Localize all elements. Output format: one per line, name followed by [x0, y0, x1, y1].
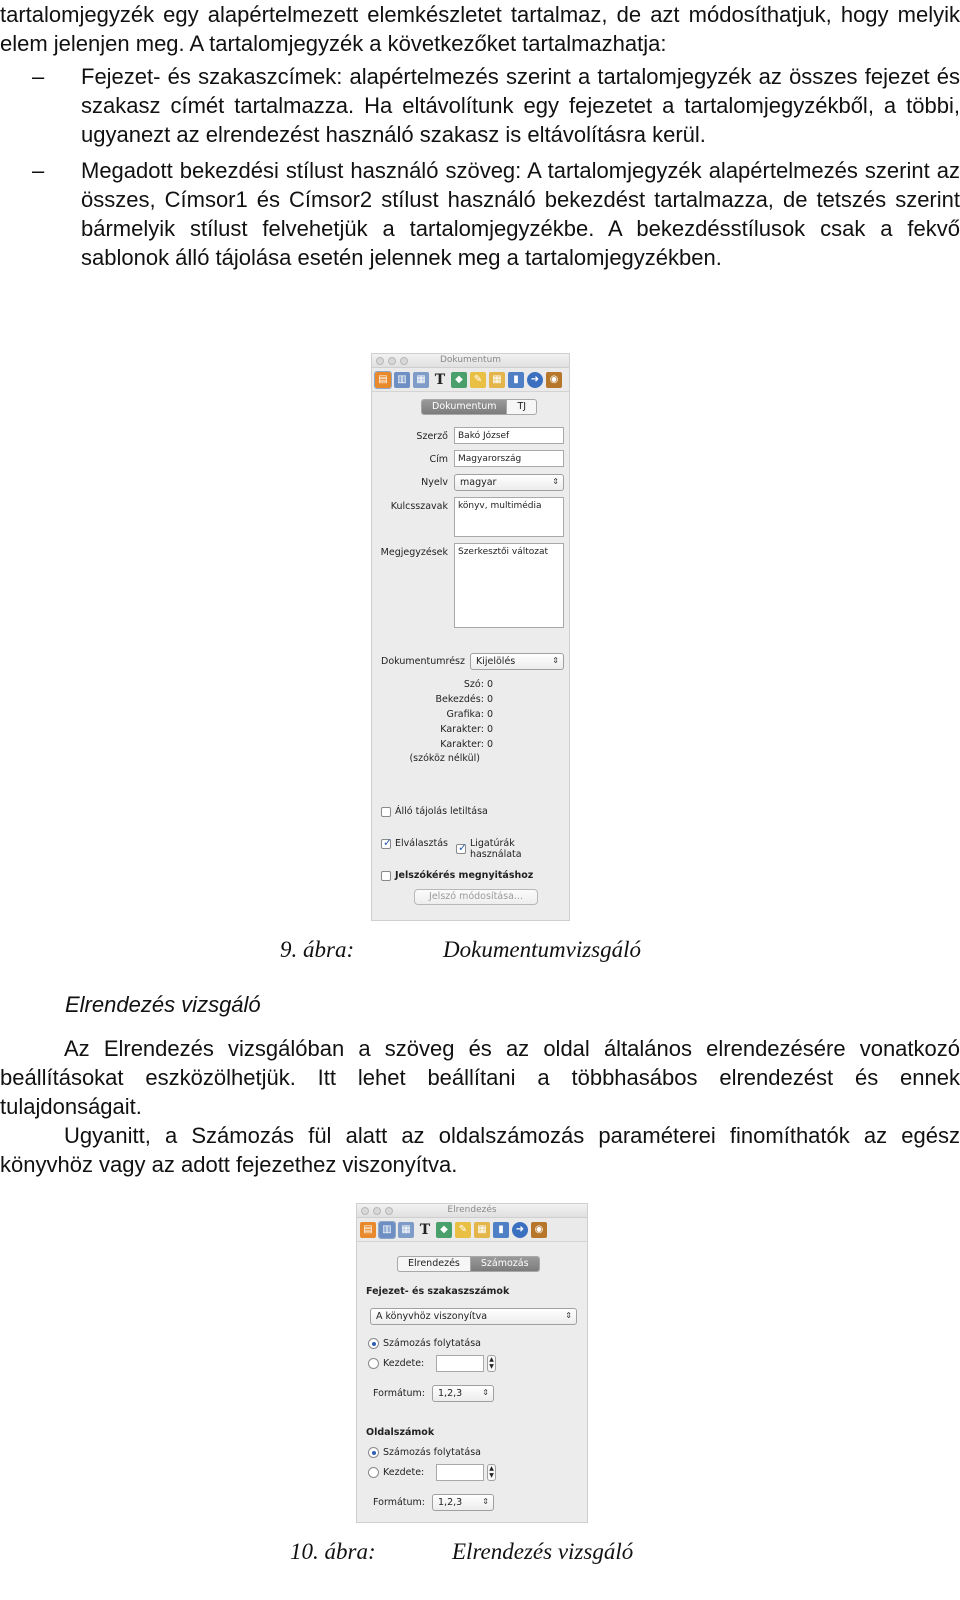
tab-dokumentum[interactable]: Dokumentum: [422, 400, 507, 414]
keywords-field[interactable]: könyv, multimédia: [454, 497, 564, 537]
keywords-label: Kulcsszavak: [390, 501, 448, 512]
table-icon[interactable]: ▦: [489, 372, 505, 388]
document-inspector: [371, 353, 570, 921]
page-format-select[interactable]: 1,2,3 ⇕: [432, 1494, 494, 1511]
chapter-format-label: Formátum:: [373, 1388, 425, 1399]
author-field[interactable]: Bakó József: [454, 427, 564, 444]
language-value: magyar: [460, 477, 497, 488]
window-title: Dokumentum: [439, 355, 502, 365]
text-icon[interactable]: T: [434, 371, 446, 388]
figure10-caption-number: 10. ábra:: [290, 1539, 376, 1564]
radio-button[interactable]: [368, 1338, 379, 1349]
tab-elrendezes[interactable]: Elrendezés: [398, 1257, 471, 1271]
graphic-icon[interactable]: ◆: [436, 1222, 452, 1238]
figure9-caption-title: Dokumentumvizsgáló: [443, 937, 642, 962]
link-icon[interactable]: ➜: [527, 372, 543, 388]
layout-inspector: [356, 1203, 588, 1523]
title-field[interactable]: Magyarország: [454, 450, 564, 467]
tab-tj[interactable]: TJ: [517, 401, 527, 412]
qt-icon[interactable]: ◉: [546, 372, 562, 388]
char-count: Karakter: 0: [440, 724, 493, 735]
comments-field[interactable]: Szerkesztői változat: [454, 543, 564, 628]
password-checkbox[interactable]: Jelszókérés megnyitáshoz: [381, 870, 533, 881]
page-format-label: Formátum:: [373, 1497, 425, 1508]
radio-button[interactable]: [368, 1467, 379, 1478]
section-paragraph-2: Ugyanitt, a Számozás fül alatt az oldalszámozás paraméterei finomíthatók az egész könyvhöz vagy az adott fejezethez viszonyítva.: [0, 1123, 960, 1177]
window-titlebar: [372, 354, 569, 368]
word-count: Szó: 0: [463, 679, 493, 690]
chapter-format-select[interactable]: 1,2,3 ⇕: [432, 1385, 494, 1402]
char-count-nospace: Karakter: 0: [440, 739, 493, 750]
radio-button[interactable]: [368, 1358, 379, 1369]
page-start-stepper[interactable]: ▲ ▼: [487, 1464, 496, 1481]
chevron-updown-icon: ⇕: [482, 1497, 489, 1506]
chapter-start-field[interactable]: [436, 1355, 484, 1372]
ligatures-checkbox[interactable]: ✓ Ligatúrák használata: [456, 838, 569, 860]
comments-label: Megjegyzések: [380, 547, 448, 558]
radio-button[interactable]: [368, 1447, 379, 1458]
checkbox-box[interactable]: [381, 871, 391, 881]
chapters-select-value: A könyvhöz viszonyítva: [376, 1311, 488, 1322]
chapters-select[interactable]: [370, 1308, 577, 1325]
range-label: Dokumentumrész: [381, 656, 465, 667]
pages-heading: Oldalszámok: [366, 1427, 435, 1438]
chevron-updown-icon: ⇕: [552, 477, 559, 486]
checkbox-box[interactable]: [381, 839, 391, 849]
window-titlebar: [357, 1204, 587, 1218]
metrics-icon[interactable]: ✎: [455, 1222, 471, 1238]
range-value: Kijelölés: [476, 656, 516, 667]
graphic-icon[interactable]: ◆: [451, 372, 467, 388]
layout-icon[interactable]: ▥: [394, 372, 410, 388]
language-label: Nyelv: [421, 477, 448, 488]
document-icon[interactable]: ▤: [360, 1222, 376, 1238]
link-icon[interactable]: ➜: [512, 1222, 528, 1238]
window-title: Elrendezés: [447, 1205, 497, 1215]
bullet-marker: –: [32, 158, 45, 183]
text-icon[interactable]: T: [419, 1221, 431, 1238]
checkbox-box[interactable]: [381, 807, 391, 817]
chart-icon[interactable]: ▮: [493, 1222, 509, 1238]
change-password-button[interactable]: Jelszó módosítása...: [414, 889, 538, 905]
author-label: Szerző: [416, 431, 448, 442]
hyphenation-checkbox[interactable]: ✓ Elválasztás: [381, 838, 448, 849]
section-title: Elrendezés vizsgáló: [65, 992, 261, 1017]
bullet-list: [0, 62, 960, 272]
table-icon[interactable]: ▦: [474, 1222, 490, 1238]
list-item-text: Fejezet- és szakaszcímek: alapértelmezés szerint a tartalomjegyzék az összes fejezet és szakasz címét tartalmazza. Ha eltávolítunk egy fejezetet a tartalomjegyzékből, a többi, ugyanezt az elrendezést használó szakasz is eltávolításra kerül.: [81, 64, 960, 147]
graphic-count: Grafika: 0: [446, 709, 493, 720]
wrap-icon[interactable]: ▦: [398, 1222, 414, 1238]
language-select[interactable]: [454, 474, 564, 491]
qt-icon[interactable]: ◉: [531, 1222, 547, 1238]
chapters-heading: Fejezet- és szakaszszámok: [366, 1286, 510, 1297]
inspector-toolbar: [372, 368, 569, 392]
stats-note: (szóköz nélkül): [409, 753, 480, 764]
paragraph-count: Bekezdés: 0: [435, 694, 493, 705]
chapter-start-stepper[interactable]: ▲ ▼: [487, 1355, 496, 1372]
figure10-caption-title: Elrendezés vizsgáló: [452, 1539, 634, 1564]
document-icon[interactable]: ▤: [375, 372, 391, 388]
list-item: [0, 62, 960, 149]
tab-szamozas[interactable]: Számozás: [471, 1257, 539, 1271]
chevron-updown-icon: ⇕: [565, 1311, 572, 1320]
chevron-updown-icon: ⇕: [552, 656, 559, 665]
layout-icon[interactable]: ▥: [379, 1222, 395, 1238]
list-item: [0, 156, 960, 272]
intro-paragraph: tartalomjegyzék egy alapértelmezett elemkészletet tartalmaz, de azt módosíthatjuk, hogy melyik elem jelenjen meg. A tartalomjegyzék a következőket tartalmazhatja:: [0, 2, 960, 56]
page-start-field[interactable]: [436, 1464, 484, 1481]
range-select[interactable]: [470, 653, 564, 670]
portrait-lock-checkbox[interactable]: Álló tájolás letiltása: [381, 806, 488, 817]
figure9-caption-number: 9. ábra:: [280, 937, 355, 962]
metrics-icon[interactable]: ✎: [470, 372, 486, 388]
inspector-tabs: [397, 1256, 540, 1272]
checkbox-box[interactable]: [456, 844, 466, 854]
inspector-tabs: [421, 399, 537, 415]
title-label: Cím: [429, 454, 448, 465]
wrap-icon[interactable]: ▦: [413, 372, 429, 388]
section-paragraph-1: Az Elrendezés vizsgálóban a szöveg és az oldal általános elrendezésére vonatkozó beállításokat eszközölhetjük. Itt lehet beállítani a többhasábos elrendezést és ennek tulajdonságait.: [0, 1036, 960, 1119]
chevron-updown-icon: ⇕: [482, 1388, 489, 1397]
chapter-continue-radio[interactable]: Számozás folytatása: [368, 1338, 481, 1349]
page-start-radio[interactable]: Kezdete:: [368, 1467, 424, 1478]
chapter-start-radio[interactable]: Kezdete:: [368, 1358, 424, 1369]
chart-icon[interactable]: ▮: [508, 372, 524, 388]
bullet-marker: –: [32, 64, 45, 89]
list-item-text: Megadott bekezdési stílust használó szöveg: A tartalomjegyzék alapértelmezés szerint az összes, Címsor1 és Címsor2 stílust használó bekezdést tartalmazza, de tetszés szerint bármelyik stílust felvehetjük a tartalomjegyzékbe. A bekezdésstílusok csak a fekvő sablonok álló tájolása esetén jelennek meg a tartalomjegyzékben.: [81, 158, 960, 270]
page-continue-radio[interactable]: Számozás folytatása: [368, 1447, 481, 1458]
inspector-toolbar: [357, 1218, 587, 1242]
